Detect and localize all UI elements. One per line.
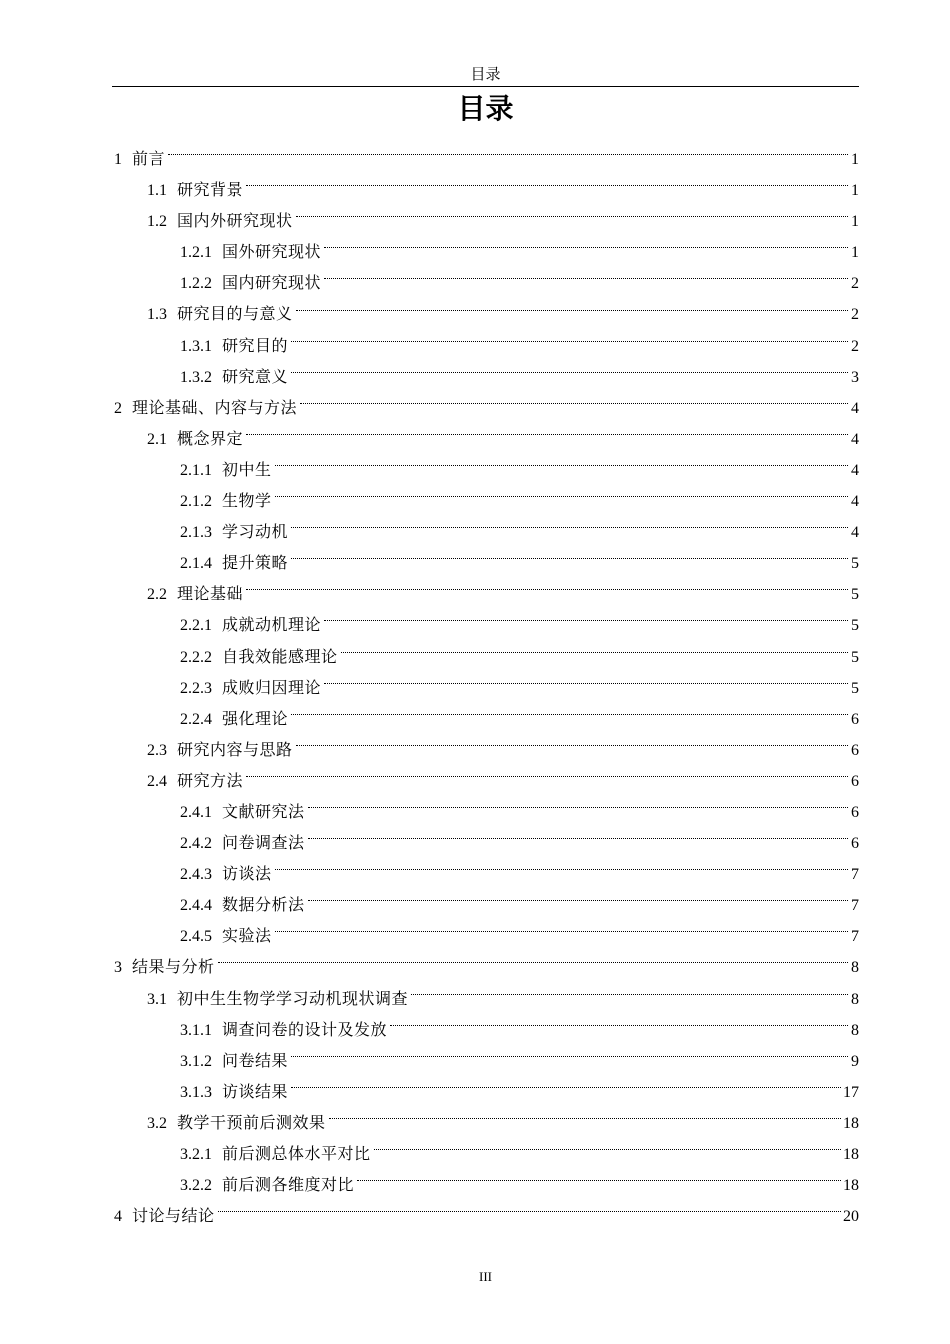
toc-entry-page: 4 — [851, 493, 859, 511]
toc-entry[interactable] — [112, 236, 859, 267]
toc-entry-number: 2.1.1 — [180, 461, 212, 479]
toc-entry[interactable] — [112, 796, 859, 827]
toc-entry-title: 教学干预前后测效果 — [177, 1112, 326, 1132]
toc-entry-title: 自我效能感理论 — [222, 646, 338, 666]
toc-entry[interactable] — [112, 703, 859, 734]
toc-entry-page: 7 — [851, 897, 859, 915]
toc-entry-page: 7 — [851, 866, 859, 884]
toc-entry[interactable] — [112, 423, 859, 454]
toc-dot-leader — [324, 278, 848, 279]
toc-entry-title: 讨论与结论 — [132, 1206, 215, 1226]
toc-entry-number: 2.1.4 — [180, 555, 212, 573]
toc-entry[interactable] — [112, 205, 859, 236]
toc-entry[interactable] — [112, 1076, 859, 1107]
toc-entry-title: 前言 — [132, 149, 166, 168]
toc-entry[interactable] — [112, 174, 859, 205]
toc-dot-leader — [291, 558, 848, 559]
toc-entry-page: 17 — [843, 1083, 859, 1101]
toc-entry-title: 前后测总体水平对比 — [222, 1144, 371, 1163]
toc-entry-number: 2.2.2 — [180, 648, 212, 666]
toc-entry-page: 18 — [843, 1177, 859, 1195]
toc-dot-leader — [246, 776, 848, 777]
toc-entry-page: 9 — [851, 1052, 859, 1070]
toc-entry-number: 1.2.2 — [180, 275, 212, 293]
toc-entry-number: 1.2 — [147, 213, 167, 231]
toc-dot-leader — [324, 683, 848, 684]
toc-entry-number: 2.2.4 — [180, 710, 212, 728]
toc-entry-number: 4 — [114, 1208, 122, 1226]
toc-entry-page: 1 — [851, 182, 859, 200]
toc-entry[interactable] — [112, 1014, 859, 1045]
toc-entry-title: 研究内容与思路 — [177, 739, 293, 759]
toc-entry-title: 国内外研究现状 — [177, 211, 293, 231]
toc-entry-number: 2.4.5 — [180, 928, 212, 946]
toc-entry-page: 5 — [851, 648, 859, 666]
toc-entry-number: 3.2 — [147, 1114, 167, 1132]
toc-entry[interactable] — [112, 641, 859, 672]
toc-entry-number: 2.3 — [147, 741, 167, 759]
toc-entry-page: 6 — [851, 710, 859, 728]
toc-entry-number: 3.2.1 — [180, 1146, 212, 1163]
toc-entry-title: 概念界定 — [177, 428, 244, 448]
toc-entry-number: 3.2.2 — [180, 1177, 212, 1195]
toc-dot-leader — [275, 496, 848, 497]
toc-entry-number: 2.4.3 — [180, 866, 212, 884]
toc-entry-page: 6 — [851, 803, 859, 821]
toc-entry-number: 3.1.1 — [180, 1021, 212, 1039]
toc-dot-leader — [275, 931, 848, 932]
toc-entry-page: 8 — [851, 990, 859, 1008]
toc-entry-title: 前后测各维度对比 — [222, 1175, 355, 1195]
toc-entry-page: 20 — [843, 1208, 859, 1226]
toc-entry-number: 3.1.3 — [180, 1083, 212, 1101]
toc-dot-leader — [291, 527, 848, 528]
toc-entry[interactable] — [112, 920, 859, 951]
toc-entry-title: 研究方法 — [177, 770, 244, 790]
toc-entry[interactable] — [112, 267, 859, 298]
toc-entry-number: 2.2 — [147, 586, 167, 604]
toc-entry-page: 2 — [851, 275, 859, 293]
toc-dot-leader — [296, 310, 848, 311]
toc-dot-leader — [308, 838, 848, 839]
toc-entry-title: 学习动机 — [222, 522, 289, 542]
toc-entry-title: 提升策略 — [222, 553, 289, 573]
toc-dot-leader — [296, 745, 848, 746]
toc-entry-page: 18 — [843, 1114, 859, 1132]
toc-entry-number: 3.1.2 — [180, 1052, 212, 1070]
toc-entry[interactable] — [112, 578, 859, 609]
toc-entry-title: 初中生生物学学习动机现状调查 — [177, 988, 409, 1008]
toc-entry-title: 国内研究现状 — [222, 273, 322, 293]
toc-entry[interactable] — [112, 1200, 859, 1231]
toc-entry-number: 2.4.1 — [180, 803, 212, 821]
toc-dot-leader — [246, 434, 848, 435]
toc-entry-title: 文献研究法 — [222, 801, 305, 821]
toc-entry-page: 6 — [851, 835, 859, 853]
toc-entry[interactable] — [112, 889, 859, 920]
toc-dot-leader — [246, 589, 848, 590]
toc-entry-number: 2.4.2 — [180, 835, 212, 853]
toc-entry-number: 3 — [114, 959, 122, 977]
toc-dot-leader — [324, 620, 848, 621]
toc-entry[interactable] — [112, 516, 859, 547]
toc-entry-title: 实验法 — [222, 926, 272, 946]
toc-entry[interactable] — [112, 858, 859, 889]
toc-entry[interactable] — [112, 143, 859, 174]
toc-entry[interactable] — [112, 827, 859, 858]
toc-entry-number: 2.1.3 — [180, 524, 212, 542]
toc-entry[interactable] — [112, 1169, 859, 1200]
toc-dot-leader — [291, 1087, 841, 1088]
toc-entry-page: 8 — [851, 1021, 859, 1039]
toc-dot-leader — [300, 403, 848, 404]
toc-entry-number: 2.4 — [147, 772, 167, 790]
toc-entry-number: 2.2.1 — [180, 617, 212, 635]
toc-entry-number: 1.3.1 — [180, 337, 212, 355]
toc-entry-title: 生物学 — [222, 491, 272, 511]
toc-entry-page: 1 — [851, 213, 859, 231]
toc-dot-leader — [411, 994, 848, 995]
toc-entry-page: 8 — [851, 959, 859, 977]
toc-entry[interactable] — [112, 392, 859, 423]
page-title: 目录 — [457, 92, 514, 125]
toc-dot-leader — [390, 1025, 848, 1026]
toc-dot-leader — [324, 247, 848, 248]
toc-entry[interactable] — [112, 547, 859, 578]
toc-entry-page: 5 — [851, 586, 859, 604]
toc-entry-page: 5 — [851, 555, 859, 573]
toc-dot-leader — [218, 962, 848, 963]
toc-dot-leader — [308, 807, 848, 808]
toc-entry-title: 访谈法 — [222, 864, 272, 884]
toc-entry-title: 研究意义 — [222, 366, 289, 386]
toc-dot-leader — [291, 714, 848, 715]
toc-entry[interactable] — [112, 672, 859, 703]
toc-dot-leader — [291, 372, 848, 373]
toc-entry-title: 数据分析法 — [222, 895, 305, 915]
toc-entry[interactable] — [112, 609, 859, 640]
toc-entry-page: 7 — [851, 928, 859, 946]
toc-entry-title: 研究背景 — [177, 180, 244, 200]
toc-entry-page: 5 — [851, 679, 859, 697]
toc-entry-page: 4 — [851, 524, 859, 542]
toc-entry-page: 6 — [851, 741, 859, 759]
toc-dot-leader — [308, 900, 848, 901]
toc-entry-page: 18 — [843, 1146, 859, 1163]
toc-entry-page: 2 — [851, 306, 859, 324]
toc-entry[interactable] — [112, 298, 859, 329]
toc-entry-title: 理论基础、内容与方法 — [132, 397, 298, 417]
toc-dot-leader — [329, 1118, 841, 1119]
toc-entry[interactable] — [112, 454, 859, 485]
toc-entry[interactable] — [112, 734, 859, 765]
toc-entry-number: 2.1.2 — [180, 493, 212, 511]
toc-entry-title: 成败归因理论 — [222, 677, 322, 697]
toc-entry-title: 访谈结果 — [222, 1081, 289, 1101]
toc-dot-leader — [291, 341, 848, 342]
table-of-contents — [112, 143, 859, 1231]
toc-entry-page: 4 — [851, 430, 859, 448]
toc-dot-leader — [218, 1211, 841, 1212]
toc-entry-number: 1.1 — [147, 182, 167, 200]
toc-entry[interactable] — [112, 765, 859, 796]
toc-entry-title: 问卷调查法 — [222, 833, 305, 853]
toc-entry-page: 4 — [851, 399, 859, 417]
toc-entry-title: 问卷结果 — [222, 1050, 289, 1070]
toc-entry-page: 6 — [851, 772, 859, 790]
toc-entry-title: 初中生 — [222, 459, 272, 479]
toc-entry[interactable] — [112, 1138, 859, 1169]
toc-dot-leader — [296, 216, 848, 217]
toc-entry-page: 4 — [851, 461, 859, 479]
toc-entry-number: 1.2.1 — [180, 244, 212, 262]
toc-entry-title: 研究目的与意义 — [177, 304, 293, 324]
toc-dot-leader — [374, 1149, 841, 1150]
toc-entry[interactable] — [112, 951, 859, 982]
toc-entry-number: 2.4.4 — [180, 897, 212, 915]
toc-dot-leader — [275, 465, 848, 466]
toc-entry[interactable] — [112, 485, 859, 516]
toc-entry[interactable] — [112, 1107, 859, 1138]
header-rule — [112, 86, 859, 87]
toc-entry-number: 3.1 — [147, 990, 167, 1008]
toc-dot-leader — [246, 185, 848, 186]
toc-entry-page: 1 — [851, 244, 859, 262]
toc-dot-leader — [291, 1056, 848, 1057]
toc-entry[interactable] — [112, 361, 859, 392]
toc-entry-page: 3 — [851, 368, 859, 386]
toc-entry-number: 1 — [114, 151, 122, 168]
toc-entry-number: 2.1 — [147, 430, 167, 448]
toc-entry-page: 5 — [851, 617, 859, 635]
toc-entry-title: 研究目的 — [222, 335, 289, 355]
toc-entry-title: 国外研究现状 — [222, 242, 322, 262]
toc-entry-title: 结果与分析 — [132, 957, 215, 977]
toc-entry-title: 强化理论 — [222, 708, 289, 728]
toc-entry[interactable] — [112, 983, 859, 1014]
toc-entry-title: 理论基础 — [177, 584, 244, 604]
toc-entry-number: 2.2.3 — [180, 679, 212, 697]
toc-dot-leader — [168, 154, 848, 155]
toc-entry-number: 2 — [114, 399, 122, 417]
page-number: III — [479, 1269, 492, 1284]
toc-entry-number: 1.3.2 — [180, 368, 212, 386]
toc-entry-title: 成就动机理论 — [222, 615, 322, 635]
toc-entry-page: 1 — [851, 151, 859, 168]
toc-entry-number: 1.3 — [147, 306, 167, 324]
toc-dot-leader — [357, 1180, 841, 1181]
toc-dot-leader — [341, 652, 848, 653]
toc-entry[interactable] — [112, 1045, 859, 1076]
toc-entry-page: 2 — [851, 337, 859, 355]
toc-entry-title: 调查问卷的设计及发放 — [222, 1019, 388, 1039]
toc-dot-leader — [275, 869, 848, 870]
running-header: 目录 — [470, 65, 501, 83]
toc-entry[interactable] — [112, 330, 859, 361]
